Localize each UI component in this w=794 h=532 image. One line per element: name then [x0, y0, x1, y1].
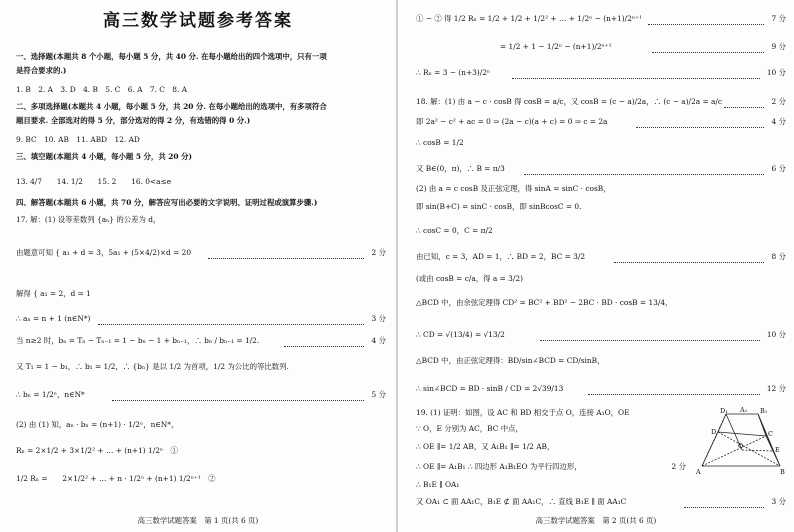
- section-1-answers: 1. B 2. A 3. D 4. B 5. C 6. A 7. C 8. A: [16, 85, 188, 94]
- leader-dots: [208, 248, 364, 259]
- leader-dots: [724, 97, 764, 108]
- problem-19-b1e: ∴ B₁E ∥ OA₁: [416, 480, 460, 489]
- section-2-heading: 二、多项选择题(本题共 4 小题，每小题 5 分，共 20 分. 在每小题给出的选项中，有多项符合: [16, 102, 327, 111]
- score-marker: 3 分: [771, 497, 786, 506]
- page-1: [0, 0, 396, 532]
- leader-dots: [98, 314, 364, 325]
- score-marker: 6 分: [771, 164, 786, 173]
- problem-18-b: 又 B∈(0，π)，∴ B = π/3 6 分: [416, 164, 786, 173]
- figure-label: B: [780, 468, 785, 476]
- score-marker: 5 分: [371, 390, 386, 399]
- problem-19-parallelogram: ∴ OE ∥= A₁B₁ ∴ 四边形 A₁B₁EO 为平行四边形， 2 分: [416, 462, 686, 471]
- section-1-heading: 一、选择题(本题共 8 个小题，每小题 5 分，共 40 分. 在每小题给出的四个选项中，只有一项: [16, 52, 327, 61]
- leader-dots: [284, 336, 364, 347]
- score-marker: 4 分: [371, 336, 386, 345]
- page-2: [398, 0, 794, 532]
- leader-dots: [684, 497, 764, 508]
- score-marker: 3 分: [371, 314, 386, 323]
- section-1-heading-cont: 是符合要求的.): [16, 66, 67, 75]
- figure-label: B₁: [760, 407, 768, 415]
- page-footer: 高三数学试题答案 第 1 页(共 6 页): [137, 516, 259, 525]
- problem-17-eq1: Rₙ = 2×1/2 + 3×1/2² + … + (n+1) 1/2ⁿ ①: [16, 446, 178, 455]
- figure-label: A₁: [740, 406, 748, 414]
- problem-17-intro: 17. 解：(1) 设等差数列 {aₙ} 的公差为 d，: [16, 215, 161, 224]
- score-marker: 12 分: [766, 384, 786, 393]
- section-2-answers: 9. BC 10. AB 11. ABD 12. AD: [16, 135, 140, 144]
- figure-label: C: [768, 430, 773, 438]
- score-marker: 4 分: [771, 117, 786, 126]
- prism-figure: [696, 406, 788, 476]
- problem-18-alt: (或由 cosB = c/a，得 a = 3/2): [416, 274, 523, 283]
- problem-18-sin: 即 sin(B+C) = sinC · cosB，即 sinBcosC = 0.: [416, 202, 582, 211]
- leader-dots: [112, 390, 364, 401]
- score-marker: 2 分: [371, 248, 386, 257]
- leader-dots: [540, 330, 760, 341]
- problem-18-cosine-law: △BCD 中，由余弦定理得 CD² = BC² + BD² − 2BC · BD · cosB = 13/4，: [416, 298, 673, 307]
- problem-18-c: ∴ cosC = 0，C = π/2: [416, 226, 493, 235]
- p17-subtract: ① − ② 得 1/2 Rₙ = 1/2 + 1/2 + 1/2² + … + 1/2ⁿ − (n+1)/2ⁿ⁺¹ 7 分: [416, 14, 786, 23]
- section-4-heading: 四、解答题(本题共 6 小题，共 70 分，解答应写出必要的文字说明、证明过程或演算步骤.): [16, 198, 318, 207]
- figure-label: D: [711, 428, 717, 436]
- leader-dots: [636, 117, 764, 128]
- figure-label: E: [775, 446, 780, 454]
- leader-dots: [652, 42, 764, 53]
- leader-dots: [648, 14, 764, 25]
- score-marker: 7 分: [771, 14, 786, 23]
- problem-19-midpoints: ∵ O，E 分别为 AC，BC 中点，: [416, 424, 523, 433]
- problem-18-start: 18. 解：(1) 由 a − c · cosB 得 cosB = a/c，又 cosB = (c − a)/2a，∴ (c − a)/2a = a/c 2 分: [416, 97, 786, 106]
- problem-18-factor: 即 2a² − c² + ac = 0 ⇒ (2a − c)(a + c) = 0 ⇒ c = 2a 4 分: [416, 117, 786, 126]
- figure-label: D₁: [720, 407, 728, 415]
- figure-label: A: [696, 468, 701, 476]
- section-3-answers: 13. 4/7 14. 1/2 15. 2 16. 0<a≤e: [16, 177, 172, 186]
- score-marker: 10 分: [766, 330, 786, 339]
- problem-18-bd: 由已知，c = 3，AD = 1，∴ BD = 2，BC = 3/2 8 分: [416, 252, 786, 261]
- score-marker: 10 分: [766, 68, 786, 77]
- section-3-heading: 三、填空题(本题共 4 小题，每小题 5 分，共 20 分): [16, 152, 193, 161]
- problem-17-geometric: 又 T₁ = 1 − b₁，∴ b₁ = 1/2，∴ {bₙ} 是以 1/2 为首项，1/2 为公比的等比数列.: [16, 362, 289, 371]
- problem-17-eq2: 1/2 Rₙ = 2×1/2² + … + n · 1/2ⁿ + (n+1) 1/2ⁿ⁺¹ ②: [16, 474, 216, 483]
- section-2-heading-cont: 题目要求. 全部选对的得 5 分，部分选对的得 2 分，有选错的得 0 分.): [16, 116, 251, 125]
- problem-17-bn: ∴ bₙ = 1/2ⁿ，n∈N* 5 分: [16, 390, 386, 399]
- problem-19-oe: ∴ OE ∥= 1/2 AB，又 A₁B₁ ∥= 1/2 AB，: [416, 442, 555, 451]
- problem-18-part2: (2) 由 a = c cosB 及正弦定理，得 sinA = sinC · cosB，: [416, 184, 611, 193]
- problem-17-system: 由题意可知 { a₁ + d = 3，5a₁ + (5×4/2)×d = 20 2 分: [16, 248, 386, 257]
- problem-17-part2: (2) 由 (1) 知，aₙ · bₙ = (n+1) · 1/2ⁿ，n∈N*，: [16, 420, 179, 429]
- leader-dots: [512, 68, 760, 79]
- problem-18-sin-bcd: ∴ sin∠BCD = BD · sinB / CD = 2√39/13 12 分: [416, 384, 786, 393]
- problem-17-an: ∴ aₙ = n + 1 (n∈N*) 3 分: [16, 314, 386, 323]
- problem-19-start: 19. (1) 证明：如图，设 AC 和 BD 相交于点 O，连接 A₁O，OE: [416, 408, 630, 417]
- figure-label: O: [738, 442, 744, 450]
- leader-dots: [614, 252, 764, 263]
- problem-19-conclusion: 又 OA₁ ⊂ 面 AA₁C，B₁E ⊄ 面 AA₁C，∴ 直线 B₁E ∥ 面 AA₁C 3 分: [416, 497, 786, 506]
- problem-17-bn-ratio: 当 n≥2 时，bₙ = Tₙ − Tₙ₋₁ = 1 − bₙ − 1 + bₙ₋₁，∴ bₙ / bₙ₋₁ = 1/2. 4 分: [16, 336, 386, 345]
- leader-dots: [524, 164, 764, 175]
- problem-18-cd: ∴ CD = √(13/4) = √13/2 10 分: [416, 330, 786, 339]
- score-marker: 8 分: [771, 252, 786, 261]
- p17-result: ∴ Rₙ = 3 − (n+3)/2ⁿ 10 分: [416, 68, 786, 77]
- score-marker: 2 分: [671, 462, 686, 471]
- score-marker: 2 分: [771, 97, 786, 106]
- problem-18-sine-law: △BCD 中，由正弦定理得：BD/sin∠BCD = CD/sinB，: [416, 356, 605, 365]
- page-title: 高三数学试题参考答案: [103, 11, 293, 31]
- problem-18-cosb: ∴ cosB = 1/2: [416, 138, 464, 147]
- p17-simplify: = 1/2 + 1 − 1/2ⁿ − (n+1)/2ⁿ⁺¹ 9 分: [500, 42, 786, 51]
- problem-17-solve: 解得 { a₁ = 2，d = 1: [16, 289, 91, 298]
- leader-dots: [588, 384, 760, 395]
- page-footer: 高三数学试题答案 第 2 页(共 6 页): [535, 516, 657, 525]
- score-marker: 9 分: [771, 42, 786, 51]
